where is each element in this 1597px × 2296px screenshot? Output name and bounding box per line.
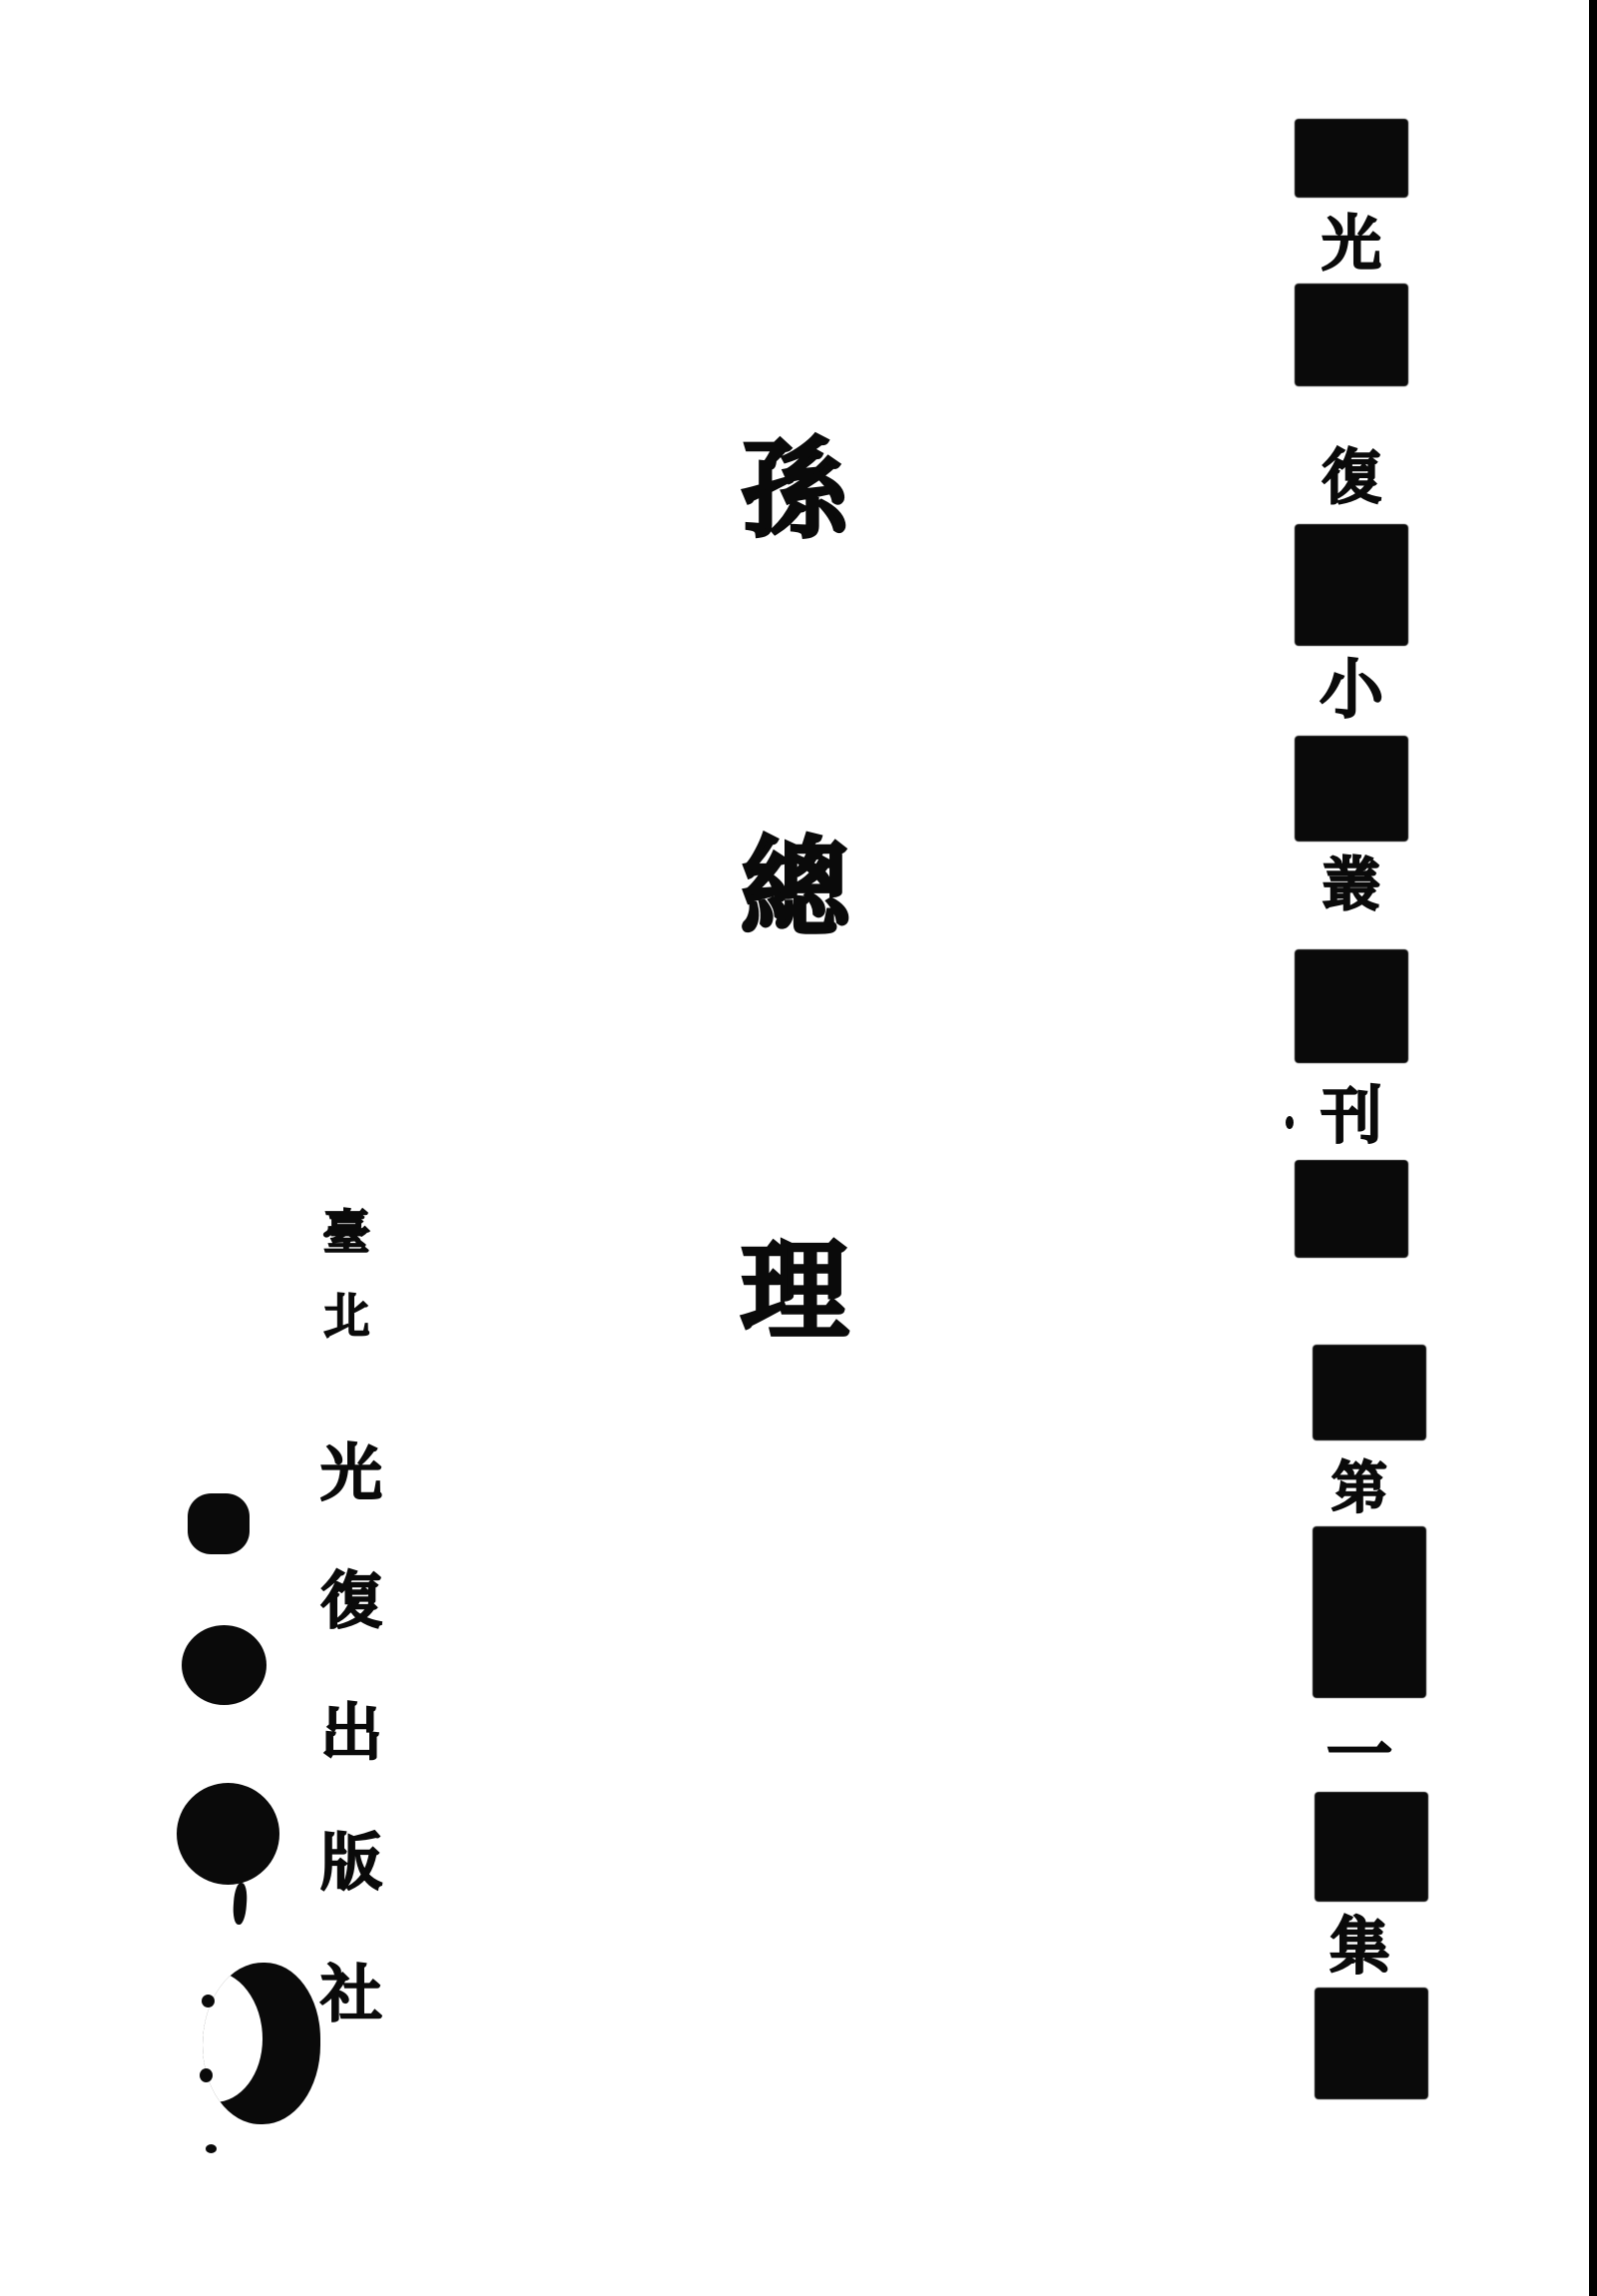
series-char-叢: 叢 (1322, 851, 1380, 918)
ink-speck-4 (1286, 1116, 1294, 1129)
series-char-集: 集 (1328, 1909, 1390, 1983)
ink-speck-1 (202, 1995, 215, 2008)
publisher-char-出: 出 (319, 1695, 382, 1769)
publisher-char-社: 社 (319, 1957, 382, 2030)
ink-dot-small (188, 1493, 250, 1554)
title-char-理: 理 (740, 1229, 848, 1355)
ink-crescent-blot (203, 1963, 320, 2124)
title-char-總: 總 (740, 826, 848, 951)
ink-speck-3 (206, 2144, 217, 2153)
ink-drip (233, 1883, 249, 1926)
location-char-臺: 臺 (321, 1204, 370, 1261)
series-char-復: 復 (1322, 443, 1381, 513)
series-char-刊: 刊 (1320, 1078, 1382, 1152)
scan-edge-bar (1589, 0, 1597, 2296)
publisher-char-光: 光 (319, 1435, 382, 1509)
series-char-一: 一 (1327, 1715, 1392, 1793)
series-char-光: 光 (1322, 210, 1381, 280)
series-char-第: 第 (1331, 1456, 1387, 1521)
title-char-孫: 孫 (740, 427, 848, 553)
publisher-char-復: 復 (319, 1563, 382, 1637)
series-char-小: 小 (1320, 654, 1383, 728)
ink-speck-2 (200, 2068, 213, 2082)
ink-dot-medium (182, 1625, 266, 1705)
ink-dot-large (177, 1783, 279, 1885)
publisher-char-版: 版 (319, 1825, 382, 1899)
location-char-北: 北 (321, 1288, 370, 1345)
